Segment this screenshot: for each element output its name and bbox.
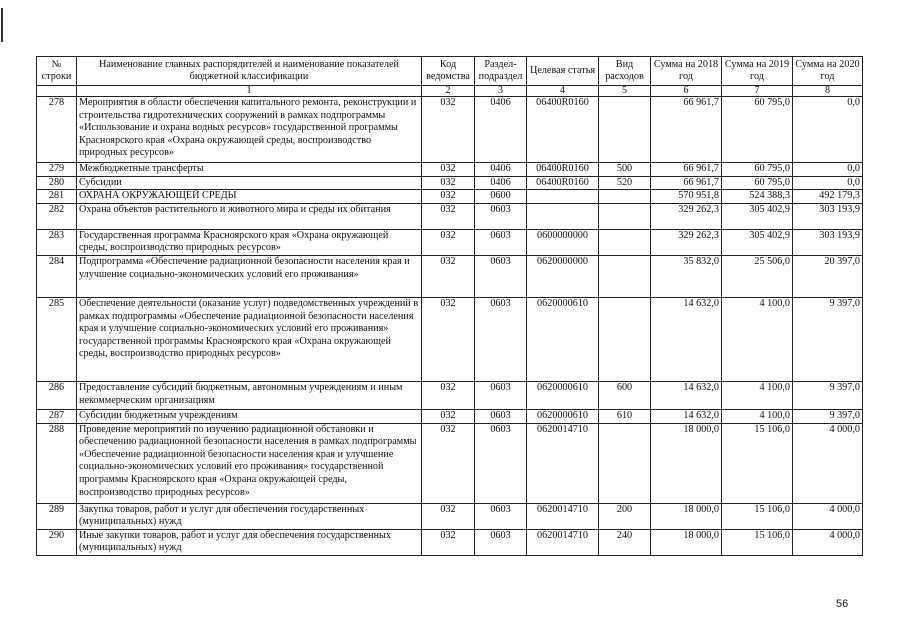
- row-target: 0600000000: [527, 229, 599, 255]
- row-code: 032: [422, 503, 475, 529]
- margin-line: [1, 8, 3, 42]
- row-sum-2020: 492 179,3: [793, 190, 863, 204]
- row-section: 0603: [475, 203, 527, 229]
- row-sum-2020: 0,0: [793, 163, 863, 177]
- row-sum-2020: 9 397,0: [793, 409, 863, 423]
- row-sum-2019: 60 795,0: [722, 176, 793, 190]
- table-row: [37, 255, 863, 297]
- row-number: 280: [37, 176, 77, 190]
- row-type: 500: [599, 163, 651, 177]
- row-target: [527, 190, 599, 204]
- column-number: 3: [475, 86, 527, 97]
- row-sum-2018: 18 000,0: [651, 423, 722, 503]
- table-row: [37, 176, 863, 190]
- row-section: 0603: [475, 409, 527, 423]
- row-sum-2018: 329 262,3: [651, 203, 722, 229]
- row-number: 282: [37, 203, 77, 229]
- row-sum-2018: 66 961,7: [651, 176, 722, 190]
- header-sum-2018: Сумма на 2018 год: [651, 57, 722, 86]
- row-sum-2020: 303 193,9: [793, 229, 863, 255]
- column-number: 5: [599, 86, 651, 97]
- row-type: [599, 423, 651, 503]
- header-target-article: Целевая статья: [527, 57, 599, 86]
- row-name: Мероприятия в области обеспечения капитального ремонта, реконструкции и строительства гидротехнических сооружений в рамках подпрограммы «Использование и охрана водных ресурсов» государственной программы Красноярского края «Охрана окружающей среды, воспроизводство природных ресурсов»: [77, 97, 422, 163]
- table-row: [37, 297, 863, 381]
- row-type: 240: [599, 529, 651, 555]
- row-sum-2018: 35 832,0: [651, 255, 722, 297]
- column-number: [37, 86, 77, 97]
- header-sum-2020: Сумма на 2020 год: [793, 57, 863, 86]
- table-row: [37, 529, 863, 555]
- row-sum-2018: 329 262,3: [651, 229, 722, 255]
- row-number: 279: [37, 163, 77, 177]
- table-row: [37, 163, 863, 177]
- row-type: [599, 255, 651, 297]
- row-code: 032: [422, 163, 475, 177]
- row-section: 0603: [475, 255, 527, 297]
- row-target: 06400R0160: [527, 163, 599, 177]
- row-target: 06400R0160: [527, 97, 599, 163]
- row-sum-2019: 60 795,0: [722, 97, 793, 163]
- row-sum-2019: 60 795,0: [722, 163, 793, 177]
- row-code: 032: [422, 423, 475, 503]
- row-code: 032: [422, 381, 475, 409]
- row-code: 032: [422, 190, 475, 204]
- row-code: 032: [422, 255, 475, 297]
- header-expense-type: Вид расходов: [599, 57, 651, 86]
- row-name: Иные закупки товаров, работ и услуг для обеспечения государственных (муниципальных) нужд: [77, 529, 422, 555]
- row-number: 281: [37, 190, 77, 204]
- header-row-number: № строки: [37, 57, 77, 86]
- row-number: 288: [37, 423, 77, 503]
- table-header-row: [37, 57, 863, 86]
- row-target: 0620014710: [527, 529, 599, 555]
- table-row: [37, 203, 863, 229]
- row-sum-2020: 4 000,0: [793, 423, 863, 503]
- row-sum-2019: 15 106,0: [722, 423, 793, 503]
- row-section: 0603: [475, 503, 527, 529]
- row-code: 032: [422, 529, 475, 555]
- row-sum-2018: 66 961,7: [651, 97, 722, 163]
- row-code: 032: [422, 297, 475, 381]
- row-target: 0620014710: [527, 423, 599, 503]
- column-number: 2: [422, 86, 475, 97]
- row-number: 287: [37, 409, 77, 423]
- row-code: 032: [422, 97, 475, 163]
- row-sum-2019: 4 100,0: [722, 381, 793, 409]
- row-sum-2020: 0,0: [793, 176, 863, 190]
- row-section: 0603: [475, 423, 527, 503]
- column-number: 6: [651, 86, 722, 97]
- row-number: 283: [37, 229, 77, 255]
- row-type: 600: [599, 381, 651, 409]
- row-sum-2019: 25 506,0: [722, 255, 793, 297]
- row-name: Подпрограмма «Обеспечение радиационной безопасности населения края и улучшение социально-экономических условий его проживания»: [77, 255, 422, 297]
- row-sum-2019: 4 100,0: [722, 409, 793, 423]
- row-code: 032: [422, 176, 475, 190]
- row-type: [599, 203, 651, 229]
- row-name: Субсидии бюджетным учреждениям: [77, 409, 422, 423]
- row-name: Межбюджетные трансферты: [77, 163, 422, 177]
- row-section: 0603: [475, 381, 527, 409]
- row-sum-2020: 9 397,0: [793, 381, 863, 409]
- header-name: Наименование главных распорядителей и наименование показателей бюджетной классификации: [77, 57, 422, 86]
- row-number: 284: [37, 255, 77, 297]
- row-code: 032: [422, 229, 475, 255]
- row-code: 032: [422, 409, 475, 423]
- table-row: [37, 381, 863, 409]
- row-sum-2020: 303 193,9: [793, 203, 863, 229]
- budget-table: [36, 56, 863, 556]
- row-section: 0600: [475, 190, 527, 204]
- row-name: Охрана объектов растительного и животного мира и среды их обитания: [77, 203, 422, 229]
- row-target: 0620014710: [527, 503, 599, 529]
- table-row: [37, 97, 863, 163]
- row-target: 0620000610: [527, 381, 599, 409]
- row-sum-2019: 524 388,3: [722, 190, 793, 204]
- page-number: 56: [836, 598, 849, 610]
- row-name: Обеспечение деятельности (оказание услуг) подведомственных учреждений в рамках подпрограммы «Обеспечение радиационной безопасности населения края и улучшение социально-экономических условий его проживания» государственной программы Красноярского края «Охрана окружающей среды, воспроизводство природных ресурсов»: [77, 297, 422, 381]
- row-name: Проведение мероприятий по изучению радиационной обстановки и обеспечению радиационной безопасности населения в рамках подпрограммы «Обеспечение радиационной безопасности населения края и улучшение социально-экономических условий его проживания» государственной программы Красноярского края «Охрана окружающей среды, воспроизводство природных ресурсов»: [77, 423, 422, 503]
- column-number: 8: [793, 86, 863, 97]
- row-name: Государственная программа Красноярского края «Охрана окружающей среды, воспроизводство природных ресурсов»: [77, 229, 422, 255]
- column-number: 7: [722, 86, 793, 97]
- row-section: 0406: [475, 97, 527, 163]
- row-number: 290: [37, 529, 77, 555]
- row-type: [599, 97, 651, 163]
- row-name: Предоставление субсидий бюджетным, автономным учреждениям и иным некоммерческим организациям: [77, 381, 422, 409]
- table-row: [37, 423, 863, 503]
- row-sum-2019: 305 402,9: [722, 229, 793, 255]
- row-name: ОХРАНА ОКРУЖАЮЩЕЙ СРЕДЫ: [77, 190, 422, 204]
- row-section: 0406: [475, 176, 527, 190]
- row-sum-2019: 15 106,0: [722, 529, 793, 555]
- row-name: Субсидии: [77, 176, 422, 190]
- row-sum-2018: 570 951,8: [651, 190, 722, 204]
- row-section: 0603: [475, 229, 527, 255]
- table-row: [37, 503, 863, 529]
- row-sum-2018: 14 632,0: [651, 409, 722, 423]
- column-number-row: [37, 86, 863, 97]
- table-row: [37, 229, 863, 255]
- row-number: 278: [37, 97, 77, 163]
- row-sum-2019: 4 100,0: [722, 297, 793, 381]
- row-sum-2018: 14 632,0: [651, 297, 722, 381]
- row-sum-2020: 20 397,0: [793, 255, 863, 297]
- row-type: [599, 297, 651, 381]
- row-target: 0620000610: [527, 409, 599, 423]
- row-number: 289: [37, 503, 77, 529]
- row-sum-2018: 18 000,0: [651, 503, 722, 529]
- row-sum-2018: 18 000,0: [651, 529, 722, 555]
- row-type: 610: [599, 409, 651, 423]
- row-sum-2020: 4 000,0: [793, 529, 863, 555]
- table-row: [37, 409, 863, 423]
- row-section: 0603: [475, 529, 527, 555]
- row-section: 0603: [475, 297, 527, 381]
- header-department-code: Код ведомства: [422, 57, 475, 86]
- row-type: [599, 190, 651, 204]
- row-number: 286: [37, 381, 77, 409]
- row-target: 0620000000: [527, 255, 599, 297]
- row-sum-2018: 66 961,7: [651, 163, 722, 177]
- row-type: [599, 229, 651, 255]
- table-row: [37, 190, 863, 204]
- row-target: 06400R0160: [527, 176, 599, 190]
- row-sum-2018: 14 632,0: [651, 381, 722, 409]
- row-sum-2020: 9 397,0: [793, 297, 863, 381]
- row-type: 200: [599, 503, 651, 529]
- row-sum-2020: 0,0: [793, 97, 863, 163]
- row-type: 520: [599, 176, 651, 190]
- row-name: Закупка товаров, работ и услуг для обеспечения государственных (муниципальных) нужд: [77, 503, 422, 529]
- row-target: 0620000610: [527, 297, 599, 381]
- row-number: 285: [37, 297, 77, 381]
- column-number: 4: [527, 86, 599, 97]
- header-sum-2019: Сумма на 2019 год: [722, 57, 793, 86]
- column-number: 1: [77, 86, 422, 97]
- row-target: [527, 203, 599, 229]
- header-section: Раздел-подраздел: [475, 57, 527, 86]
- row-code: 032: [422, 203, 475, 229]
- row-sum-2020: 4 000,0: [793, 503, 863, 529]
- row-section: 0406: [475, 163, 527, 177]
- row-sum-2019: 305 402,9: [722, 203, 793, 229]
- row-sum-2019: 15 106,0: [722, 503, 793, 529]
